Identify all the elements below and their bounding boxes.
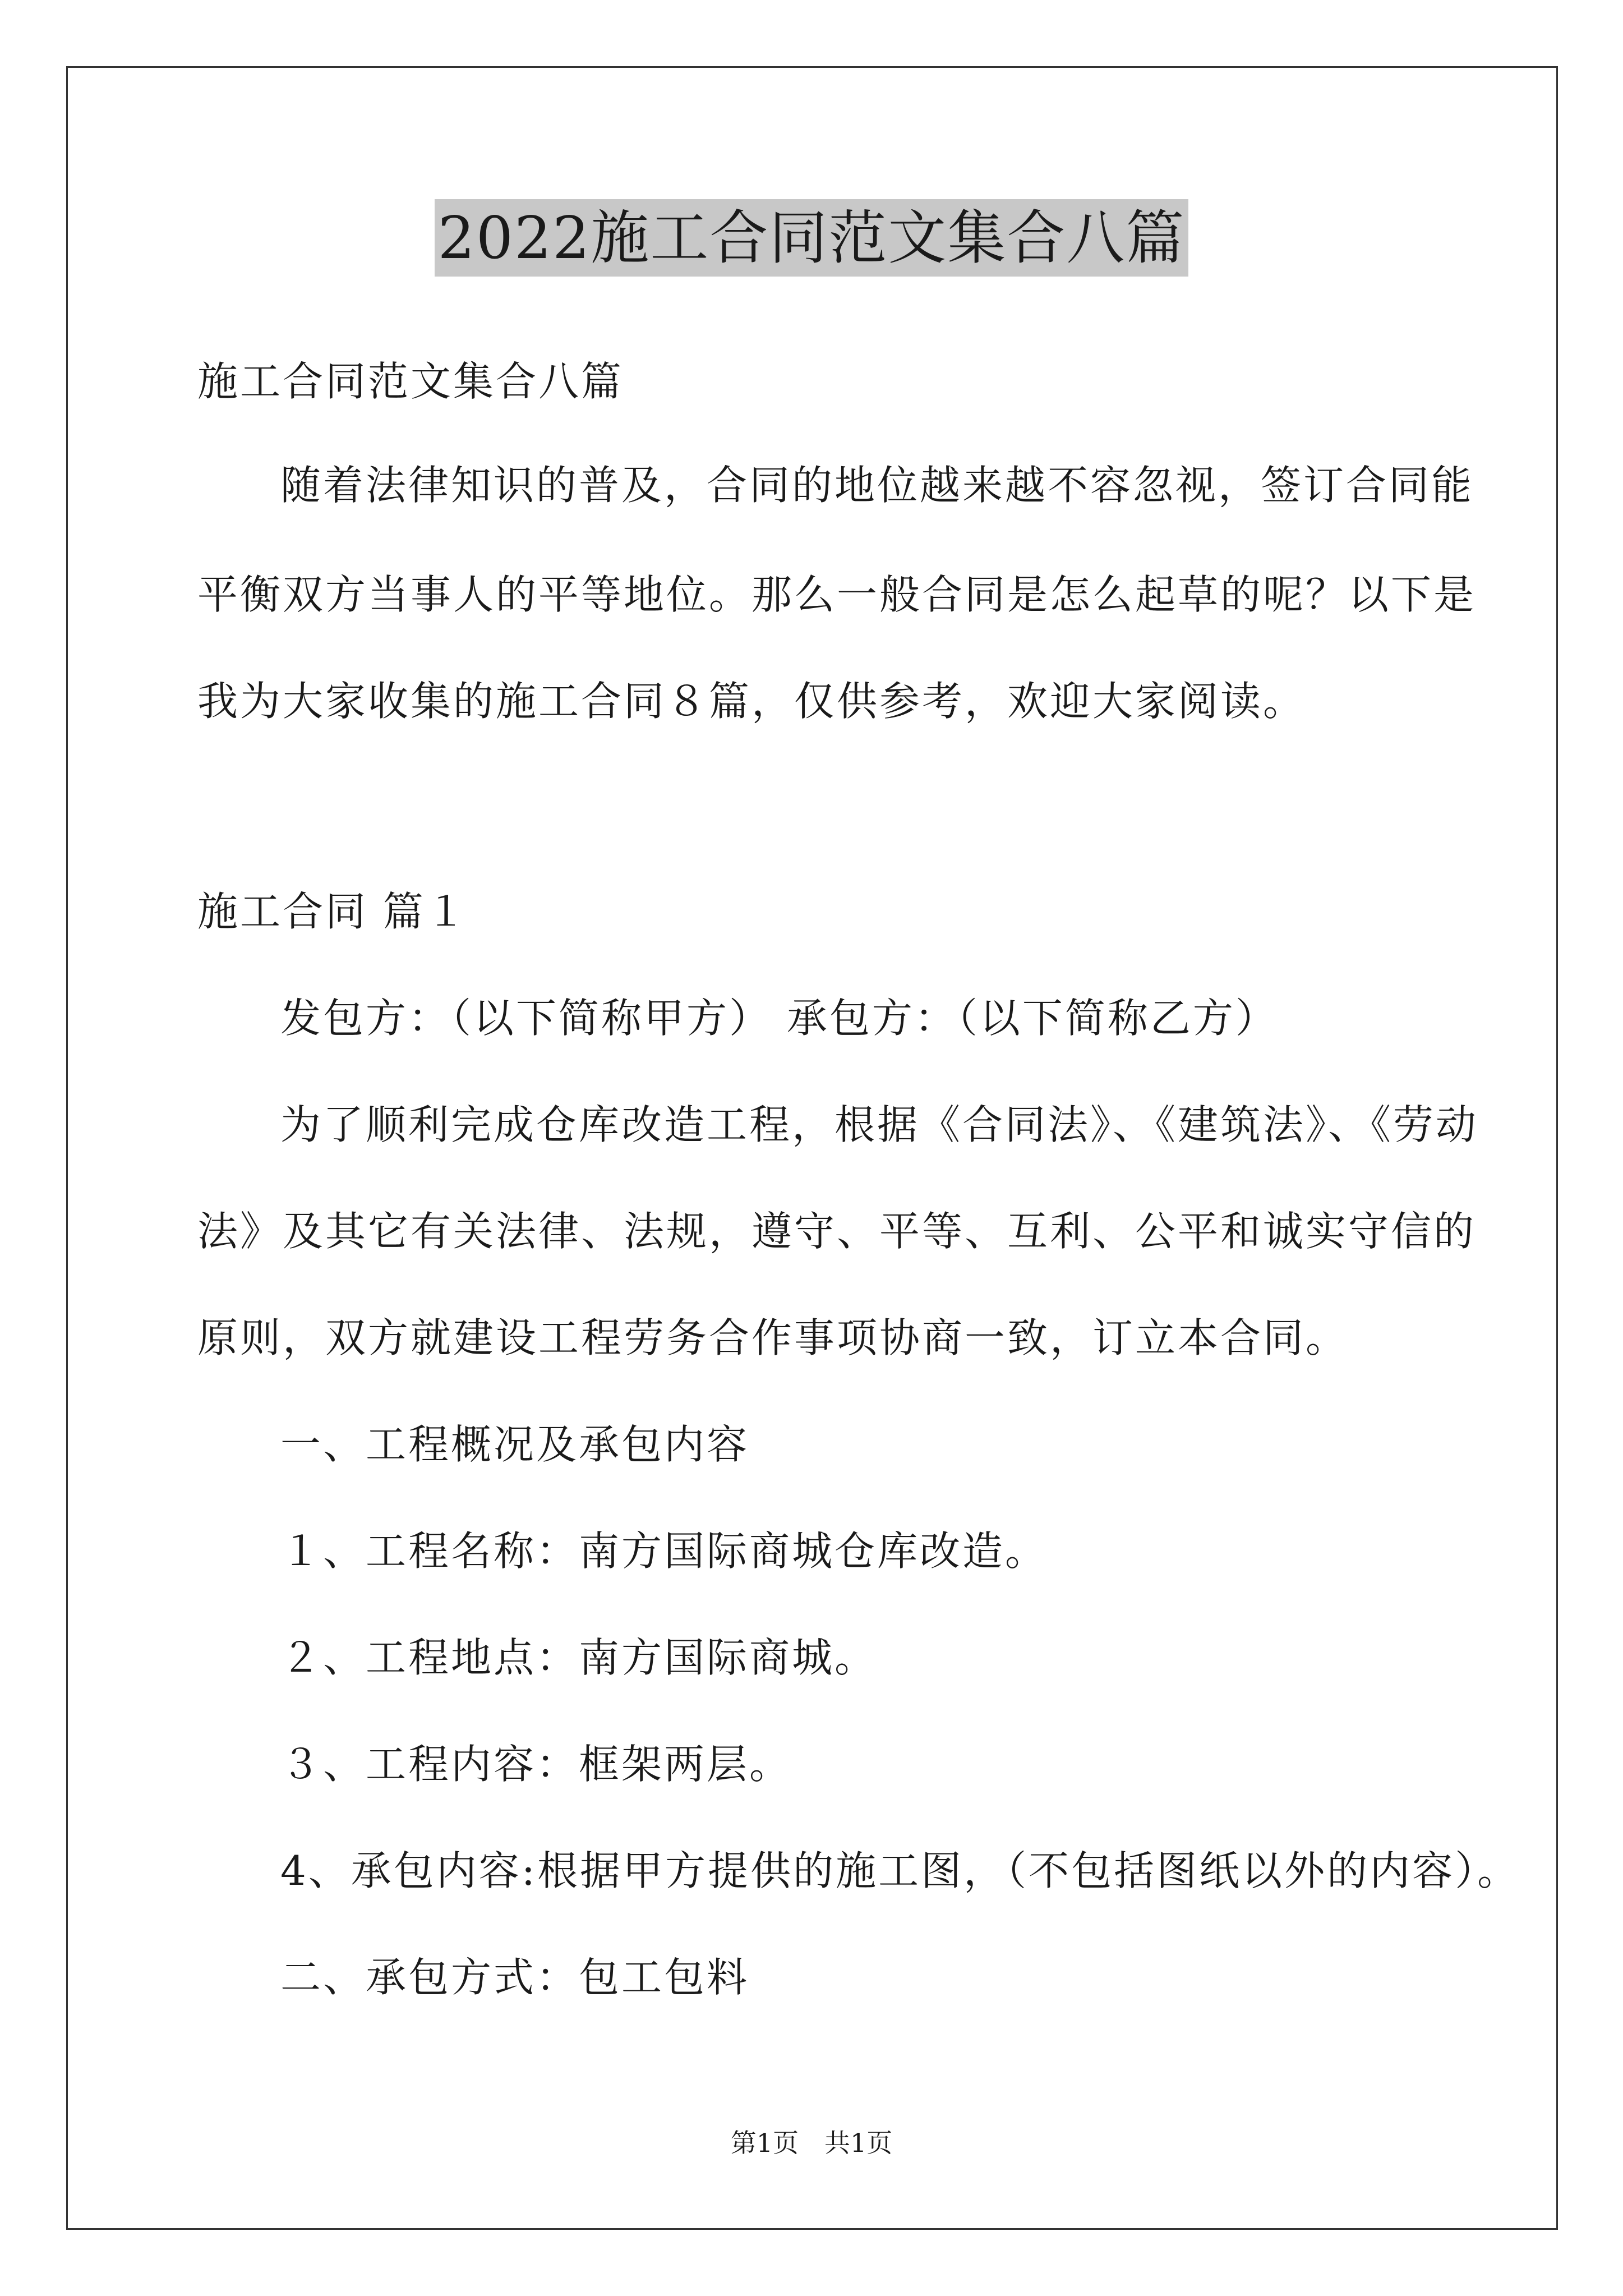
preamble-line-3: 原则，双方就建设工程劳务合作事项协商一致，订立本合同。 (197, 1314, 1349, 1361)
parties-line: 发包方：（以下简称甲方） 承包方：（以下简称乙方） (280, 995, 1278, 1042)
document-title-text: 2022施工合同范文集合八篇 (435, 199, 1189, 277)
clause-item-3: ３、工程内容：框架两层。 (280, 1741, 792, 1788)
section-heading-contract-1: 施工合同 篇１ (197, 888, 468, 935)
document-title (0, 199, 1623, 278)
preamble-line-2: 法》及其它有关法律、法规，遵守、平等、互利、公平和诚实守信的 (197, 1208, 1477, 1255)
clause-heading-1: 一、工程概况及承包内容 (280, 1421, 750, 1468)
clause-item-4: 4、承包内容:根据甲方提供的施工图，（不包括图纸以外的内容）。 (280, 1847, 1520, 1894)
clause-item-1: １、工程名称：南方国际商城仓库改造。 (280, 1527, 1048, 1575)
preamble-line-1: 为了顺利完成仓库改造工程，根据《合同法》、《建筑法》、《劳动 (280, 1101, 1479, 1148)
clause-heading-2: 二、承包方式：包工包料 (280, 1954, 750, 2001)
intro-paragraph-line-3: 我为大家收集的施工合同８篇，仅供参考，欢迎大家阅读。 (197, 678, 1306, 725)
intro-paragraph-line-2: 平衡双方当事人的平等地位。那么一般合同是怎么起草的呢？以下是 (197, 571, 1477, 618)
intro-paragraph-line-1: 随着法律知识的普及，合同的地位越来越不容忽视，签订合同能 (280, 462, 1474, 509)
subtitle-line: 施工合同范文集合八篇 (197, 358, 624, 405)
page-footer: 第1页 共1页 (730, 2128, 893, 2158)
clause-item-2: ２、工程地点：南方国际商城。 (280, 1634, 878, 1681)
